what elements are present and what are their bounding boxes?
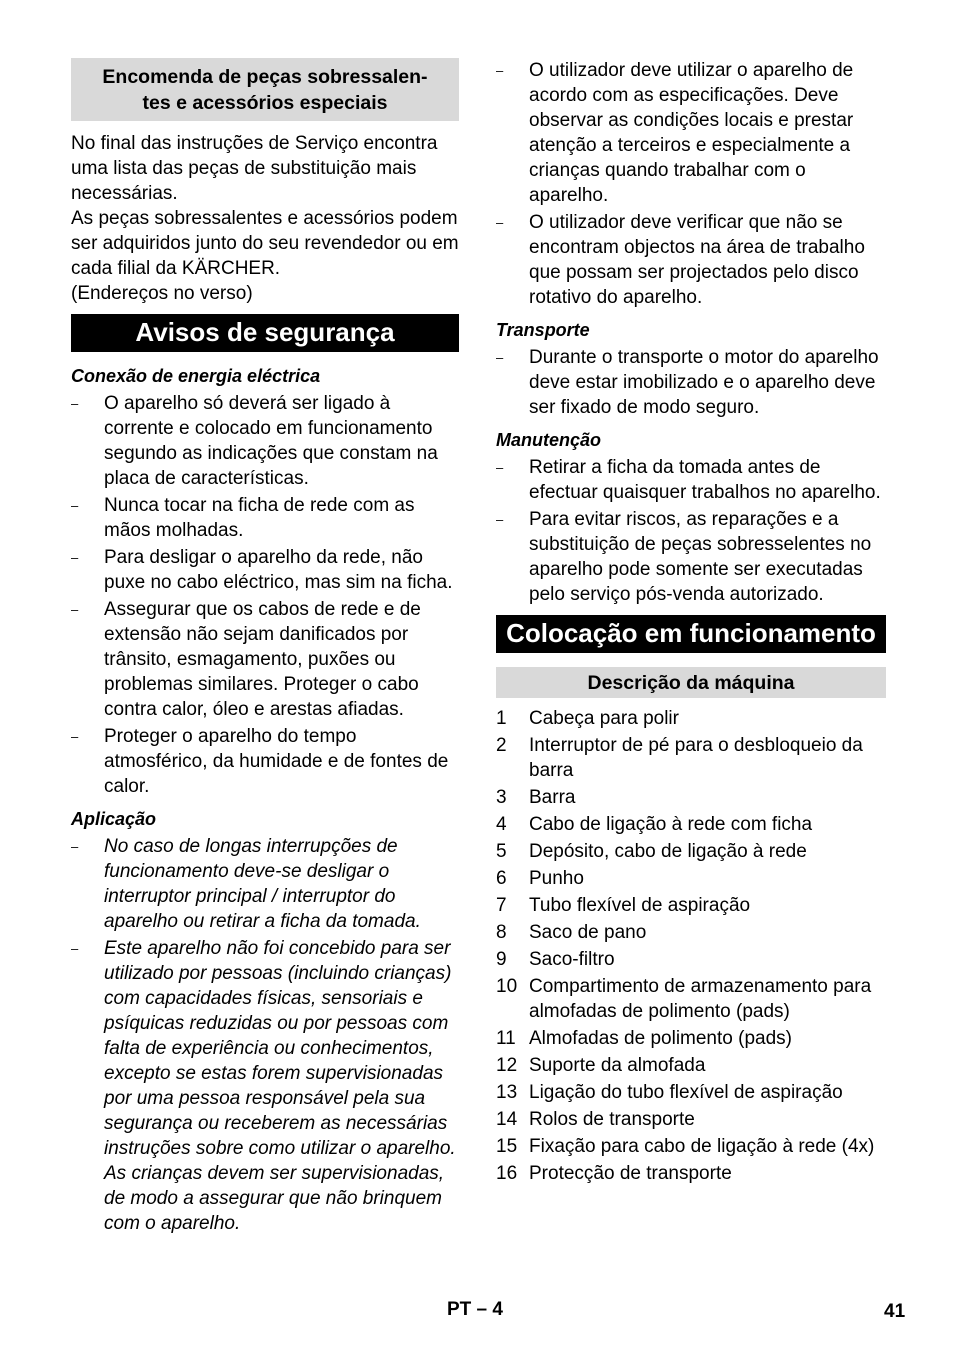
list-item-text: O utilizador deve utilizar o aparelho de acordo com as especificações. Deve observar as condições locais e prestar atenção a terceiros e especialmente a crianças quando trabalhar com o aparelho. — [529, 60, 854, 206]
safety-heading: Avisos de segurança — [71, 314, 459, 352]
maintenance-list — [496, 455, 886, 607]
part-number: 3 — [496, 787, 507, 808]
part-item — [496, 1134, 886, 1159]
part-number: 11 — [496, 1028, 516, 1049]
part-label: Interruptor de pé para o desbloqueio da barra — [529, 735, 863, 781]
list-item — [71, 391, 459, 491]
part-label: Protecção de transporte — [529, 1163, 732, 1184]
part-label: Suporte da almofada — [529, 1055, 706, 1076]
startup-heading: Colocação em funcionamento — [496, 615, 886, 653]
list-item — [496, 507, 886, 607]
dash-marker: – — [496, 350, 504, 365]
power-connection-list — [71, 391, 459, 799]
part-label: Almofadas de polimento (pads) — [529, 1028, 792, 1049]
part-number: 1 — [496, 708, 507, 729]
part-item — [496, 866, 886, 891]
list-item — [496, 345, 886, 420]
dash-marker: – — [71, 941, 79, 956]
dash-marker: – — [496, 63, 504, 78]
part-number: 14 — [496, 1109, 518, 1130]
list-item-text: Durante o transporte o motor do aparelho deve estar imobilizado e o aparelho deve ser fixado de modo seguro. — [529, 347, 879, 418]
list-item-text: Para desligar o aparelho da rede, não puxe no cabo eléctrico, mas sim na ficha. — [104, 547, 453, 593]
footer-language-page: PT – 4 — [447, 1299, 503, 1320]
list-item — [71, 724, 459, 799]
part-item — [496, 1161, 886, 1186]
part-number: 2 — [496, 735, 507, 756]
machine-description-heading: Descrição da máquina — [496, 667, 886, 698]
list-item-text: Para evitar riscos, as reparações e a substituição de peças sobresselentes no aparelho pode somente ser executadas pelo serviço pós-venda autorizado. — [529, 509, 872, 605]
part-item — [496, 785, 886, 810]
part-label: Saco-filtro — [529, 949, 615, 970]
order-parts-text — [71, 131, 459, 306]
part-item — [496, 1080, 886, 1105]
part-label: Ligação do tubo flexível de aspiração — [529, 1082, 843, 1103]
part-item — [496, 920, 886, 945]
part-number: 8 — [496, 922, 507, 943]
list-item — [71, 545, 459, 595]
dash-marker: – — [496, 512, 504, 527]
list-item-text: No caso de longas interrupções de funcionamento deve-se desligar o interruptor principal / interruptor do aparelho ou retirar a ficha da tomada. — [104, 836, 421, 932]
part-number: 6 — [496, 868, 507, 889]
list-item — [496, 58, 886, 208]
dash-marker: – — [496, 215, 504, 230]
list-item — [71, 834, 459, 934]
list-item-text: Retirar a ficha da tomada antes de efectuar quaisquer trabalhos no aparelho. — [529, 457, 881, 503]
list-item-text: Nunca tocar na ficha de rede com as mãos molhadas. — [104, 495, 415, 541]
dash-marker: – — [71, 498, 79, 513]
part-item — [496, 839, 886, 864]
list-item-text: Este aparelho não foi concebido para ser utilizado por pessoas (incluindo crianças) com capacidades físicas, sensoriais e psíquicas reduzidas ou por pessoas com falta de experiência ou conhecimentos, excepto se estas forem supervisionadas por uma pessoa responsável pela sua segurança ou receberem as necessárias instruções sobre como utilizar o aparelho. As crianças devem ser supervisionadas, de modo a assegurar que não brinquem com o aparelho. — [104, 938, 456, 1234]
transport-subhead: Transporte — [496, 320, 590, 340]
dash-marker: – — [496, 460, 504, 475]
part-number: 7 — [496, 895, 507, 916]
part-item — [496, 733, 886, 783]
dash-marker: – — [71, 396, 79, 411]
paragraph: As peças sobressalentes e acessórios podem ser adquiridos junto do seu revendedor ou em cada filial da KÄRCHER. — [71, 208, 459, 279]
dash-marker: – — [71, 839, 79, 854]
part-item — [496, 706, 886, 731]
list-item — [71, 493, 459, 543]
part-number: 15 — [496, 1136, 518, 1157]
part-item — [496, 812, 886, 837]
part-label: Cabo de ligação à rede com ficha — [529, 814, 813, 835]
list-item-text: Proteger o aparelho do tempo atmosférico, da humidade e de fontes de calor. — [104, 726, 449, 797]
maintenance-subhead: Manutenção — [496, 430, 602, 450]
dash-marker: – — [71, 550, 79, 565]
paragraph: (Endereços no verso) — [71, 283, 253, 304]
part-item — [496, 893, 886, 918]
dash-marker: – — [71, 729, 79, 744]
list-item-text: O aparelho só deverá ser ligado à corrente e colocado em funcionamento segundo as indicações que constam na placa de características. — [104, 393, 438, 489]
part-number: 10 — [496, 976, 518, 997]
list-item — [496, 455, 886, 505]
paragraph: No final das instruções de Serviço encontra uma lista das peças de substituição mais necessárias. — [71, 133, 438, 204]
list-item — [71, 936, 459, 1236]
part-number: 12 — [496, 1055, 518, 1076]
part-label: Cabeça para polir — [529, 708, 679, 729]
part-number: 9 — [496, 949, 507, 970]
part-label: Saco de pano — [529, 922, 647, 943]
part-item — [496, 1053, 886, 1078]
part-label: Barra — [529, 787, 576, 808]
part-number: 5 — [496, 841, 507, 862]
part-label: Tubo flexível de aspiração — [529, 895, 751, 916]
part-label: Punho — [529, 868, 584, 889]
list-item — [71, 597, 459, 722]
right-column — [496, 58, 886, 1188]
part-number: 16 — [496, 1163, 518, 1184]
part-item — [496, 947, 886, 972]
part-number: 13 — [496, 1082, 518, 1103]
footer-page-number: 41 — [884, 1301, 906, 1322]
part-label: Depósito, cabo de ligação à rede — [529, 841, 807, 862]
parts-list — [496, 706, 886, 1186]
part-item — [496, 1026, 886, 1051]
transport-list — [496, 345, 886, 420]
order-parts-heading: Encomenda de peças sobressalen- tes e acessórios especiais — [71, 58, 459, 121]
list-item-text: Assegurar que os cabos de rede e de extensão não sejam danificados por trânsito, esmagamento, puxões ou problemas similares. Proteger o cabo contra calor, óleo e arestas afiadas. — [104, 599, 421, 720]
part-label: Compartimento de armazenamento para almofadas de polimento (pads) — [529, 976, 872, 1022]
left-column — [71, 58, 459, 1238]
application-subhead: Aplicação — [71, 809, 157, 829]
part-label: Fixação para cabo de ligação à rede (4x) — [529, 1136, 875, 1157]
application-list — [71, 834, 459, 1236]
application-list-continued — [496, 58, 886, 310]
part-label: Rolos de transporte — [529, 1109, 695, 1130]
power-connection-subhead: Conexão de energia eléctrica — [71, 366, 321, 386]
list-item — [496, 210, 886, 310]
dash-marker: – — [71, 602, 79, 617]
part-number: 4 — [496, 814, 507, 835]
part-item — [496, 974, 886, 1024]
part-item — [496, 1107, 886, 1132]
list-item-text: O utilizador deve verificar que não se encontram objectos na área de trabalho que possam ser projectados pelo disco rotativo do aparelho. — [529, 212, 865, 308]
